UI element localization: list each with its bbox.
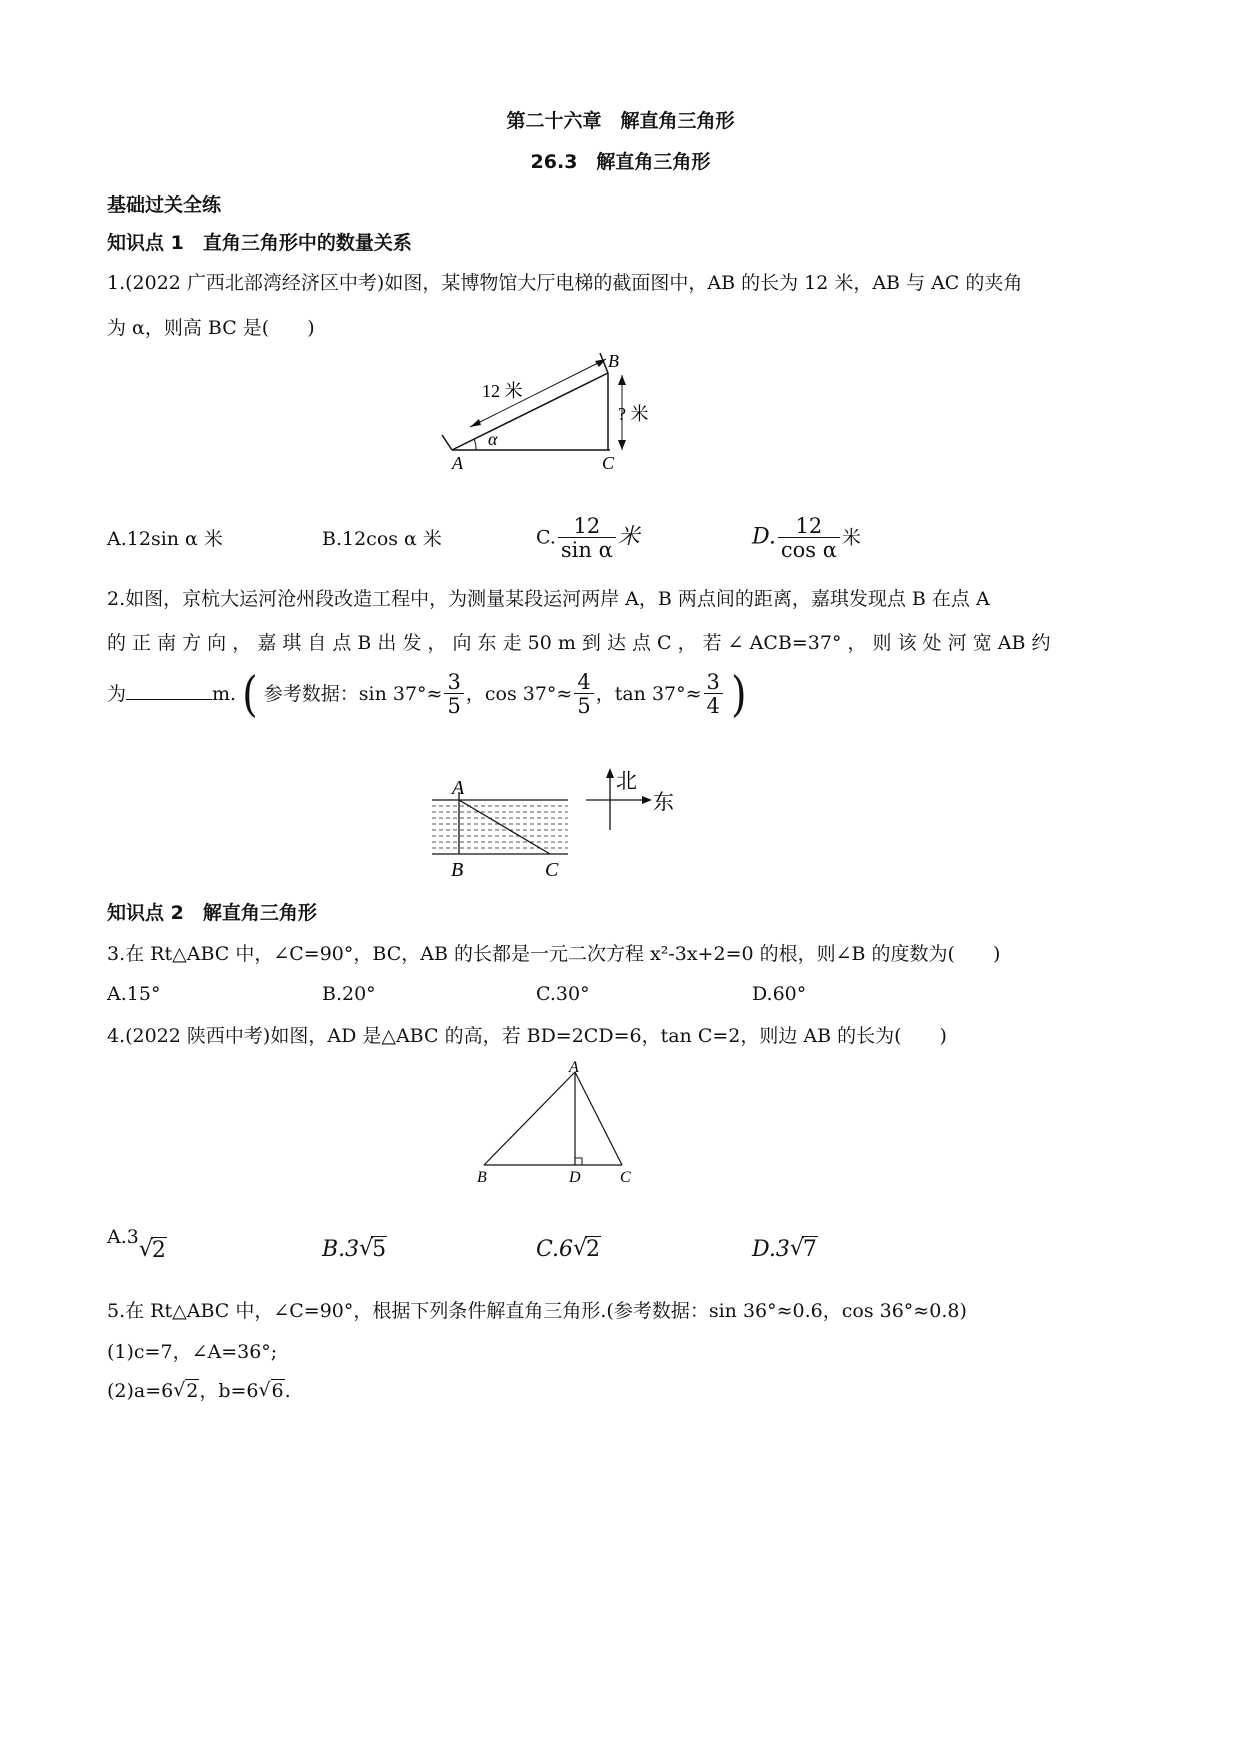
q2-sin-numerator: 3 — [447, 670, 461, 694]
q4-option-a-sqrt — [139, 1240, 167, 1262]
q4-option-c — [536, 1239, 601, 1261]
q2-figure-east: 东 — [653, 790, 674, 814]
q1-option-a: A.12sin α 米 — [107, 528, 223, 550]
q3-option-a: A.15° — [107, 983, 161, 1005]
q4-option-d-prefix: D.3 — [752, 1237, 790, 1262]
q1-figure-height-label: ? 米 — [618, 404, 649, 424]
q4-option-c-radicand: 2 — [586, 1237, 601, 1262]
q2-cos-denominator: 5 — [574, 693, 593, 717]
q2-cos-fraction — [574, 672, 593, 717]
q4-option-b-radicand: 5 — [372, 1237, 387, 1262]
q4-option-b — [322, 1239, 387, 1261]
q4-option-a-prefix: A.3 — [107, 1226, 139, 1248]
q1-option-c-denominator: sin α — [558, 537, 616, 561]
q2-ref-paren-close: ) — [730, 666, 747, 723]
q1-text-line2: 为 α，则高 BC 是( ) — [107, 317, 315, 339]
q2-cos-numerator: 4 — [577, 670, 591, 694]
q2-text-line1: 2.如图，京杭大运河沧州段改造工程中，为测量某段运河两岸 A，B 两点间的距离，嘉琪发现点 B 在点 A — [107, 588, 990, 610]
q1-option-b: B.12cos α 米 — [322, 528, 442, 550]
q1-option-d-prefix: D. — [752, 524, 776, 550]
q1-figure-alpha-label: α — [488, 429, 498, 449]
q1-figure-point-b: B — [608, 351, 619, 371]
q3-option-d: D.60° — [752, 983, 807, 1005]
q2-text-line3 — [107, 666, 747, 723]
q5-part2-prefix: (2)a=6 — [107, 1380, 174, 1402]
q4-option-c-prefix: C.6 — [536, 1237, 574, 1262]
knowledge-point-1-heading: 知识点 1 直角三角形中的数量关系 — [107, 232, 412, 254]
q1-option-d-numerator: 12 — [795, 514, 823, 538]
q3-option-c: C.30° — [536, 983, 590, 1005]
q1-text-line1: 1.(2022 广西北部湾经济区中考)如图，某博物馆大厅电梯的截面图中，AB 的长为 12 米，AB 与 AC 的夹角 — [107, 272, 1023, 294]
q5-part2-end: . — [284, 1380, 291, 1402]
q2-figure-point-b: B — [451, 859, 464, 881]
q4-option-a-radicand: 2 — [151, 1238, 166, 1263]
q2-ref-paren-open: ( — [242, 666, 258, 723]
q4-text: 4.(2022 陕西中考)如图，AD 是△ABC 的高，若 BD=2CD=6，tan C=2，则边 AB 的长为( ) — [107, 1025, 947, 1047]
q4-option-d-radicand: 7 — [802, 1237, 817, 1262]
q4-option-b-sqrt — [359, 1239, 387, 1261]
q4-figure-point-a: A — [569, 1059, 579, 1076]
q1-figure-length-label: 12 米 — [482, 381, 523, 401]
q3-option-b: B.20° — [322, 983, 376, 1005]
q1-option-d-unit: 米 — [841, 526, 861, 549]
q2-figure-north: 北 — [616, 769, 637, 793]
q1-option-c-fraction — [558, 516, 616, 561]
q5-part2-radicand1: 2 — [186, 1380, 199, 1402]
q1-option-c — [536, 516, 640, 561]
q2-ref-label: 参考数据：sin 37°≈ — [263, 683, 443, 705]
section-title: 26.3 解直角三角形 — [530, 151, 711, 173]
q2-sin-denominator: 5 — [444, 693, 463, 717]
q4-figure-point-d: D — [569, 1169, 581, 1186]
q2-tan-label: ，tan 37°≈ — [595, 683, 702, 705]
q1-escalator-figure — [440, 345, 670, 475]
q1-option-d-fraction — [778, 516, 840, 561]
q4-option-a — [107, 1226, 167, 1263]
q1-option-c-prefix: C. — [536, 526, 556, 549]
q1-option-c-numerator: 12 — [573, 514, 601, 538]
q4-figure-point-c: C — [620, 1169, 631, 1186]
knowledge-point-2-heading: 知识点 2 解直角三角形 — [107, 902, 317, 924]
q5-text: 5.在 Rt△ABC 中，∠C=90°，根据下列条件解直角三角形.(参考数据：sin 36°≈0.6，cos 36°≈0.8) — [107, 1300, 967, 1322]
q2-sin-fraction — [444, 672, 463, 717]
q5-part2-sqrt2 — [259, 1382, 285, 1401]
q4-figure-point-b: B — [477, 1169, 487, 1186]
q4-option-d — [752, 1239, 818, 1261]
q1-option-d-denominator: cos α — [778, 537, 840, 561]
q1-option-d — [752, 516, 861, 561]
q2-line3-prefix: 为 — [107, 683, 127, 705]
q1-figure-point-c: C — [602, 453, 615, 473]
q2-tan-fraction — [704, 672, 723, 717]
q2-figure-point-c: C — [545, 859, 559, 881]
q2-line3-unit: m. — [212, 683, 237, 705]
q5-part2-mid: ，b=6 — [199, 1380, 259, 1402]
q4-triangle-figure — [470, 1058, 640, 1188]
q2-cos-label: ，cos 37°≈ — [465, 683, 573, 705]
exercise-heading: 基础过关全练 — [107, 194, 222, 216]
q4-option-b-prefix: B.3 — [322, 1237, 360, 1262]
q5-part2-sqrt1 — [173, 1382, 199, 1401]
q2-tan-denominator: 4 — [704, 693, 723, 717]
q5-part1: (1)c=7，∠A=36°; — [107, 1341, 278, 1363]
q2-river-figure — [420, 762, 690, 887]
q2-text-line2: 的 正 南 方 向 ， 嘉 琪 自 点 B 出 发 ， 向 东 走 50 m 到 达 点 C ， 若 ∠ ACB=37° ， 则 该 处 河 宽 AB 约 — [107, 632, 1051, 654]
q5-part2 — [107, 1382, 291, 1401]
q1-figure-point-a: A — [452, 453, 463, 473]
q2-tan-numerator: 3 — [706, 670, 720, 694]
q5-part2-radicand2: 6 — [271, 1380, 284, 1402]
chapter-title: 第二十六章 解直角三角形 — [506, 110, 735, 132]
q1-option-c-unit: 米 — [617, 524, 640, 550]
q4-option-c-sqrt — [573, 1239, 601, 1261]
q2-answer-blank[interactable] — [126, 698, 212, 700]
q4-option-d-sqrt — [790, 1239, 818, 1261]
q2-figure-point-a: A — [452, 777, 465, 799]
q3-text: 3.在 Rt△ABC 中，∠C=90°，BC，AB 的长都是一元二次方程 x²-3x+2=0 的根，则∠B 的度数为( ) — [107, 943, 1001, 965]
